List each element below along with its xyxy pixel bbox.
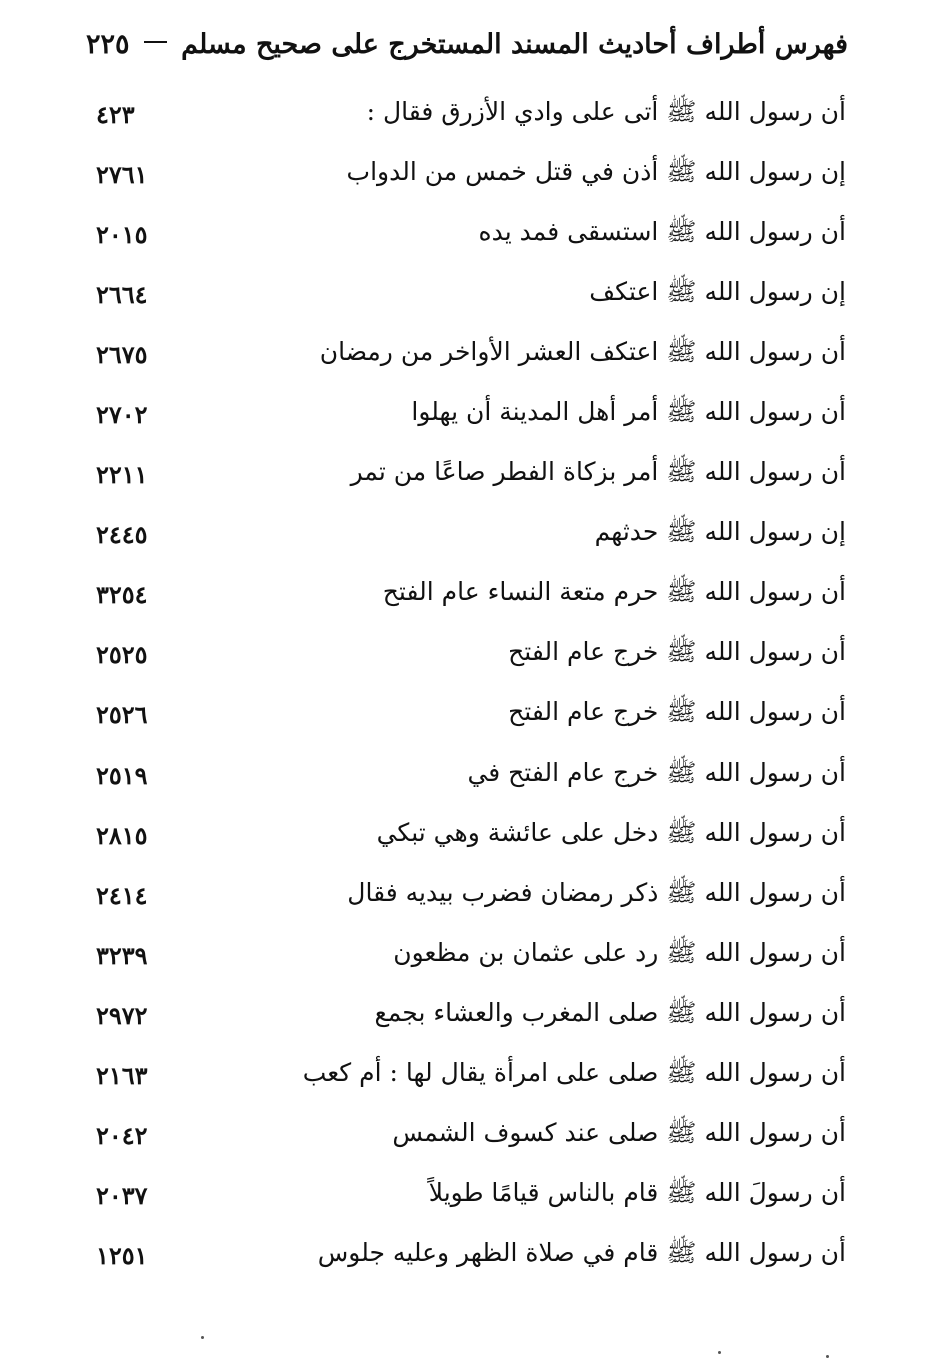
hadith-incipit: أن رسولَ الله ﷺ قام بالناس قيامًا طويلاً	[428, 1178, 846, 1208]
page-number: ٢٢٥	[86, 28, 130, 60]
hadith-incipit: إن رسول الله ﷺ أذن في قتل خمس من الدواب	[346, 156, 846, 186]
hadith-incipit: أن رسول الله ﷺ ذكر رمضان فضرب بيديه فقال	[347, 877, 846, 907]
index-entry	[96, 1046, 846, 1106]
index-entry	[96, 985, 846, 1045]
hadith-incipit: أن رسول الله ﷺ قام في صلاة الظهر وعليه جلوس	[317, 1238, 846, 1268]
hadith-incipit: أن رسول الله ﷺ أمر أهل المدينة أن يهلوا	[411, 397, 846, 427]
index-entry	[96, 84, 846, 144]
hadith-number: ٢٠٣٧	[96, 1181, 148, 1211]
hadith-incipit: أن رسول الله ﷺ صلى على امرأة يقال لها : أم كعب	[302, 1058, 846, 1088]
hadith-incipit: إن رسول الله ﷺ اعتكف	[589, 276, 846, 306]
index-entry	[96, 1166, 846, 1226]
hadith-incipit: أن رسول الله ﷺ استسقى فمد يده	[478, 216, 846, 246]
page-title: فهرس أطراف أحاديث المسند المستخرج على صحيح مسلم	[181, 28, 848, 60]
hadith-incipit: أن رسول الله ﷺ صلى المغرب والعشاء بجمع	[374, 997, 846, 1027]
hadith-incipit: أن رسول الله ﷺ صلى عند كسوف الشمس	[392, 1118, 846, 1148]
hadith-number: ٢٨١٥	[96, 820, 148, 850]
index-entry	[96, 1226, 846, 1286]
hadith-number: ٢٦٧٥	[96, 339, 148, 369]
hadith-number: ٣٢٣٩	[96, 940, 148, 970]
header-rule	[144, 41, 168, 43]
scan-speck	[201, 1336, 204, 1339]
hadith-incipit: أن رسول الله ﷺ خرج عام الفتح	[508, 637, 846, 667]
index-entry	[96, 1106, 846, 1166]
hadith-incipit: أن رسول الله ﷺ خرج عام الفتح	[508, 697, 846, 727]
hadith-number: ١٢٥١	[96, 1241, 148, 1271]
index-entry	[96, 505, 846, 565]
index-entry	[96, 565, 846, 625]
index-entry	[96, 805, 846, 865]
page-header	[86, 22, 848, 66]
hadith-number: ٢٩٧٢	[96, 1000, 148, 1030]
scan-speck	[826, 1355, 829, 1358]
hadith-incipit: أن رسول الله ﷺ أمر بزكاة الفطر صاعًا من تمر	[350, 457, 846, 487]
hadith-number: ٢٦٦٤	[96, 279, 148, 309]
hadith-incipit: أن رسول الله ﷺ رد على عثمان بن مظعون	[393, 937, 846, 967]
index-entry	[96, 625, 846, 685]
hadith-incipit: أن رسول الله ﷺ اعتكف العشر الأواخر من رمضان	[319, 336, 846, 366]
hadith-number: ٢٢١١	[96, 460, 148, 490]
hadith-number: ٢٠٤٢	[96, 1121, 148, 1151]
index-entry	[96, 445, 846, 505]
hadith-number: ٢٤١٤	[96, 880, 148, 910]
index-list	[96, 84, 846, 1286]
index-entry	[96, 925, 846, 985]
hadith-number: ٣٢٥٤	[96, 580, 148, 610]
hadith-incipit: أن رسول الله ﷺ حرم متعة النساء عام الفتح	[382, 577, 846, 607]
hadith-number: ٢٥٢٥	[96, 640, 148, 670]
index-entry	[96, 144, 846, 204]
hadith-number: ٤٢٣	[96, 99, 135, 129]
hadith-number: ٢٧٠٢	[96, 400, 148, 430]
index-entry	[96, 324, 846, 384]
index-entry	[96, 865, 846, 925]
index-entry	[96, 384, 846, 444]
hadith-number: ٢٥٢٦	[96, 700, 148, 730]
hadith-number: ٢٥١٩	[96, 760, 148, 790]
index-entry	[96, 264, 846, 324]
index-entry	[96, 204, 846, 264]
hadith-number: ٢١٦٣	[96, 1061, 148, 1091]
hadith-number: ٢٤٤٥	[96, 520, 148, 550]
index-entry	[96, 745, 846, 805]
hadith-number: ٢٧٦١	[96, 159, 148, 189]
hadith-number: ٢٠١٥	[96, 219, 148, 249]
index-entry	[96, 685, 846, 745]
hadith-incipit: إن رسول الله ﷺ حدثهم	[594, 517, 846, 547]
hadith-incipit: أن رسول الله ﷺ أتى على وادي الأزرق فقال :	[366, 96, 846, 126]
hadith-incipit: أن رسول الله ﷺ دخل على عائشة وهي تبكي	[376, 817, 846, 847]
hadith-incipit: أن رسول الله ﷺ خرج عام الفتح في	[467, 757, 846, 787]
scan-speck	[718, 1351, 721, 1354]
